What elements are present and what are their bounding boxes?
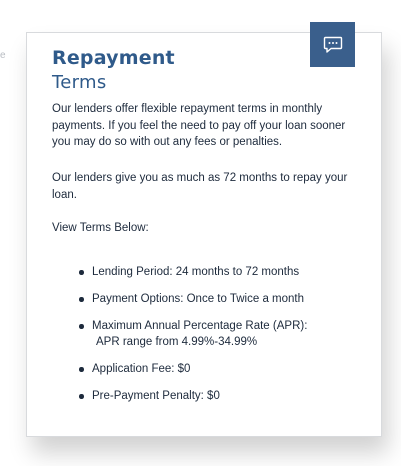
months-paragraph: Our lenders give you as much as 72 months to repay your loan. [52, 172, 348, 201]
chat-bubble-icon [323, 36, 343, 54]
card-title: Repayment [52, 47, 175, 69]
list-item-application-fee [79, 361, 349, 377]
list-item-subtext: APR range from 4.99%-34.99% [96, 336, 258, 348]
list-item-prepayment-penalty [79, 388, 349, 404]
cut-off-text-fragment: e [0, 50, 6, 61]
chat-button[interactable] [310, 22, 355, 67]
list-item-max-apr [79, 318, 349, 350]
intro-paragraph: Our lenders offer flexible repayment terms in monthly payments. If you feel the need to pay off your loan sooner you may do so with out any fees or penalties. [52, 103, 346, 148]
repayment-terms-card [26, 32, 382, 437]
list-item-lending-period [79, 264, 349, 280]
card-subtitle: Terms [52, 72, 107, 93]
view-terms-label: View Terms Below: [52, 222, 149, 234]
list-item-text: Pre-Payment Penalty: $0 [92, 390, 220, 402]
list-item-text: Maximum Annual Percentage Rate (APR): [92, 320, 308, 332]
terms-list [79, 264, 349, 404]
list-item-text: Lending Period: 24 months to 72 months [92, 266, 300, 278]
list-item-text: Application Fee: $0 [92, 363, 191, 375]
list-item-text: Payment Options: Once to Twice a month [92, 293, 305, 305]
list-item-payment-options [79, 291, 349, 307]
